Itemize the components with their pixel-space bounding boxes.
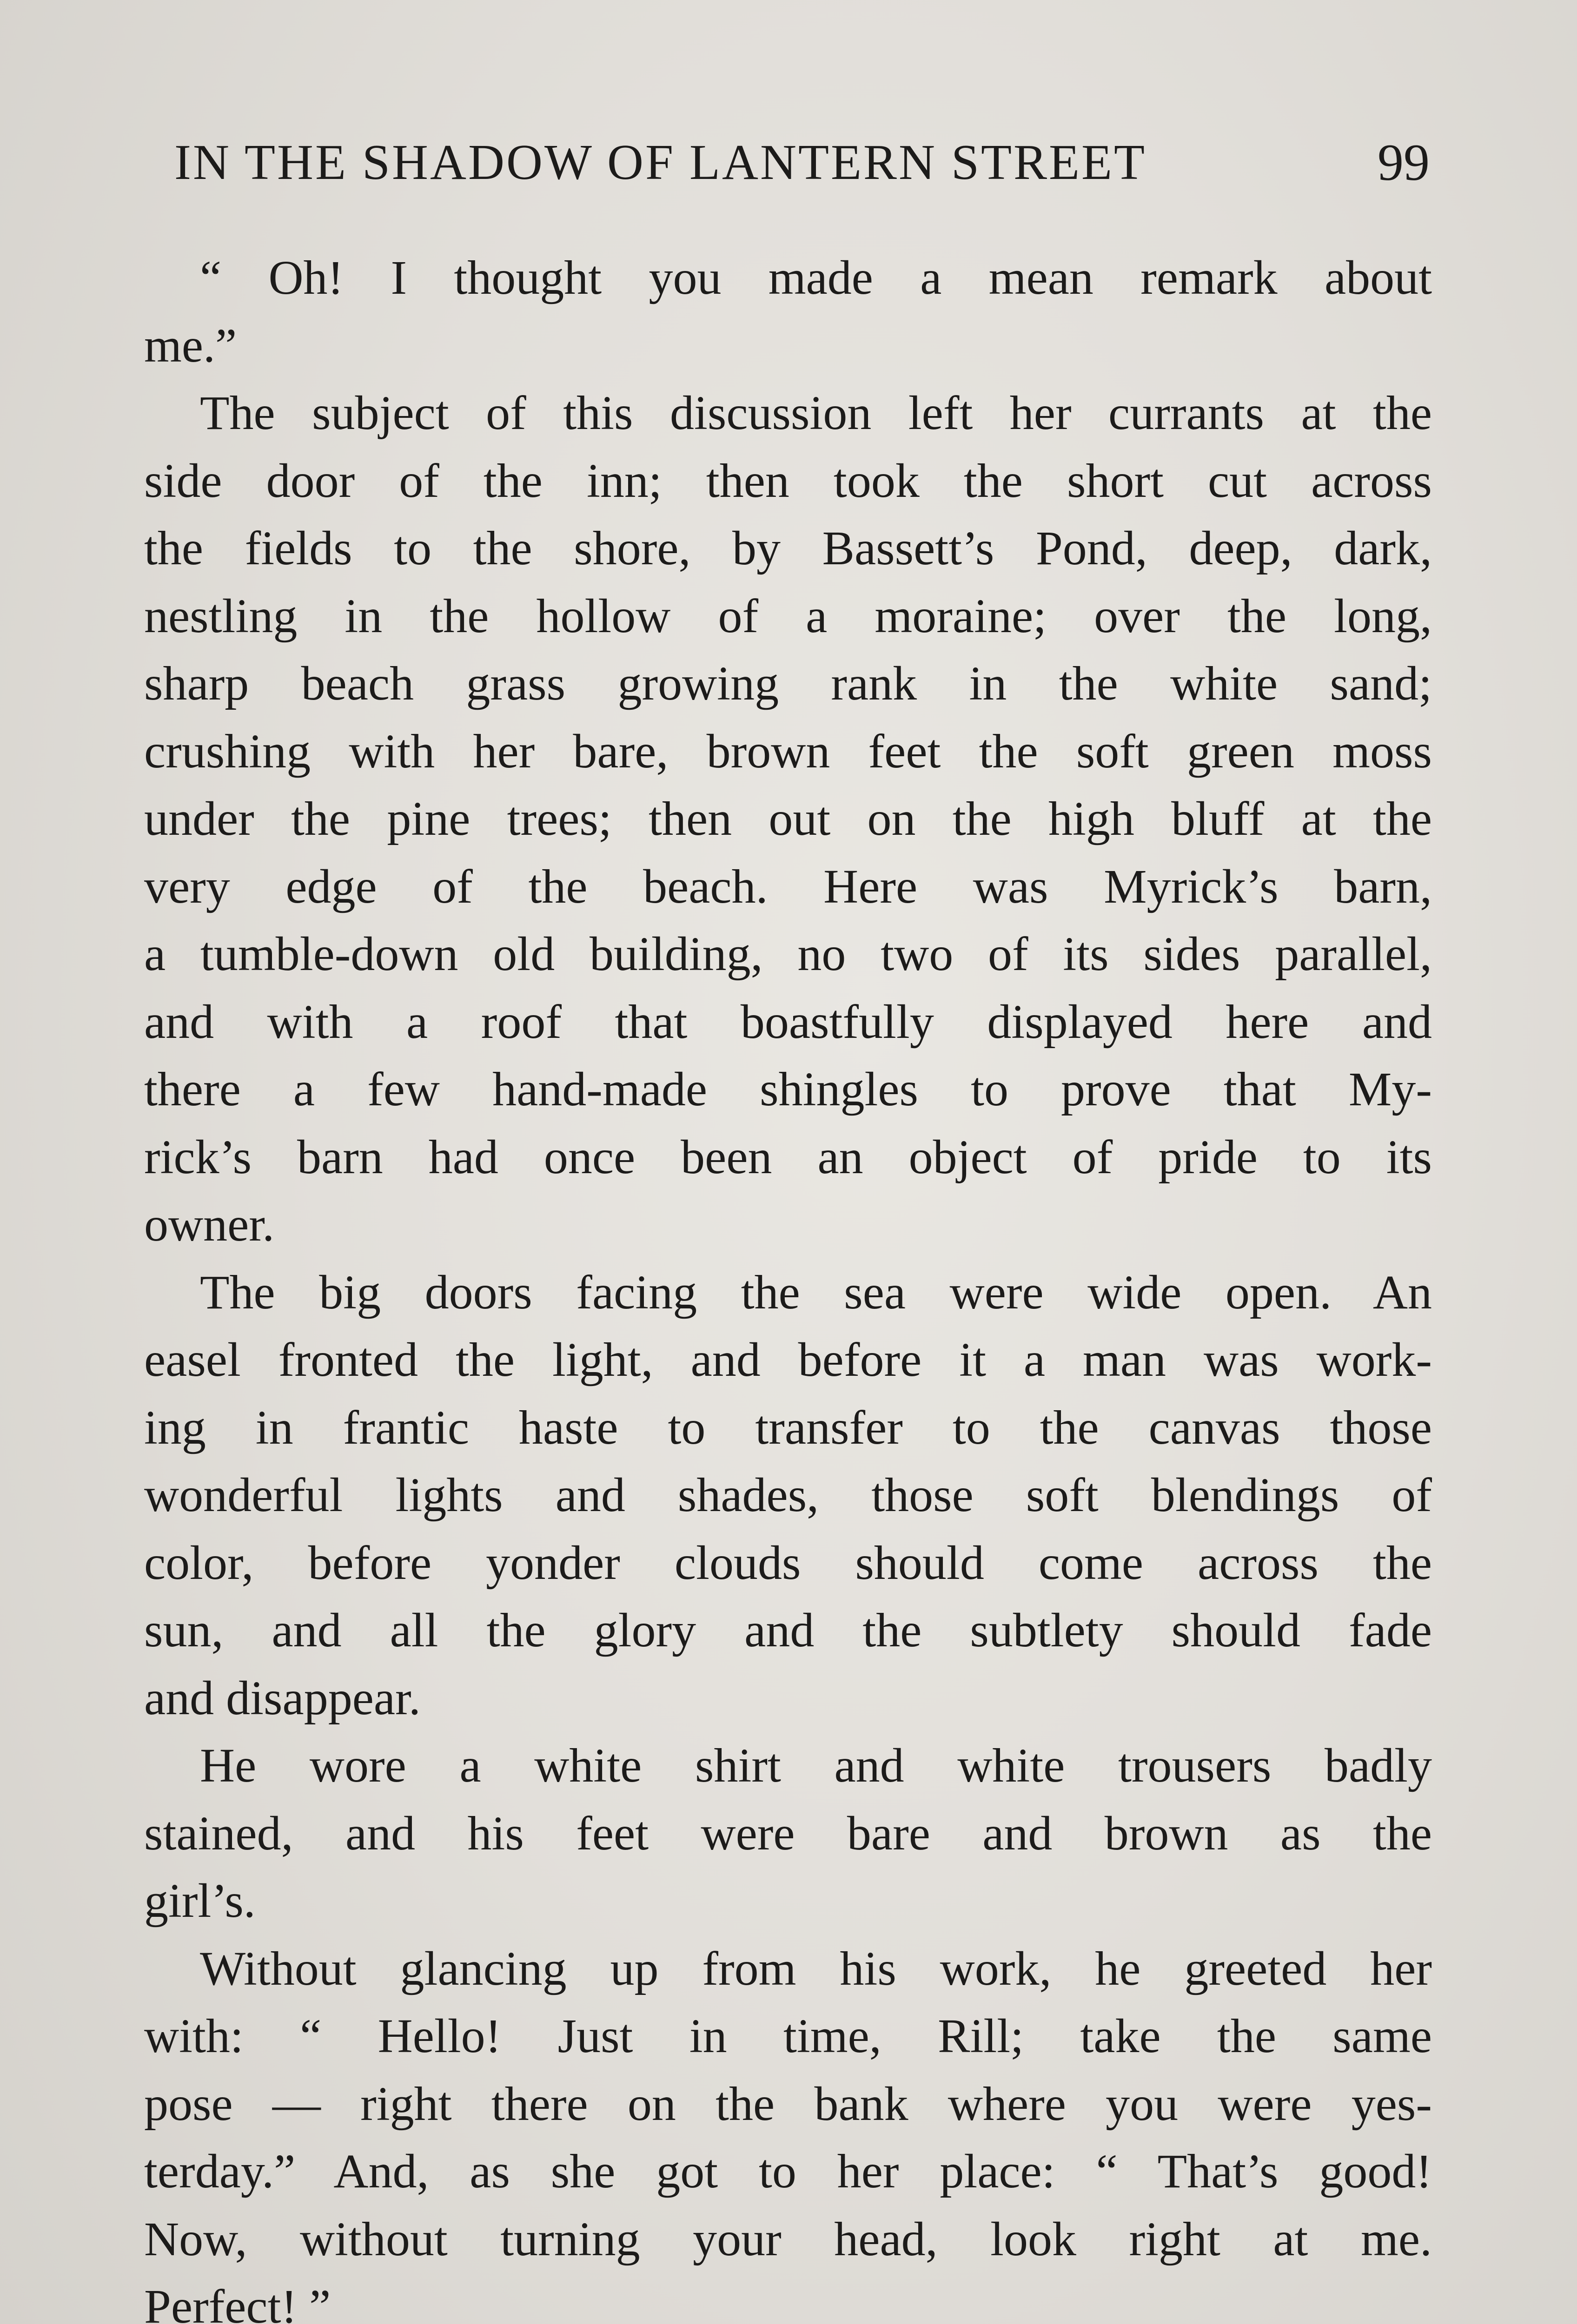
body-text: [144, 244, 1432, 2324]
text-line: He wore a white shirt and white trousers badly: [200, 1739, 1432, 1792]
text-line: pose — right there on the bank where you were yes-: [144, 2077, 1432, 2131]
text-line: a tumble-down old building, no two of its sides parallel,: [144, 927, 1432, 981]
paragraph-5: [144, 1935, 1432, 2324]
text-line: easel fronted the light, and before it a man was work-: [144, 1333, 1432, 1386]
text-line: under the pine trees; then out on the high bluff at the: [144, 792, 1432, 845]
text-line: and with a roof that boastfully displayed here and: [144, 995, 1432, 1049]
text-line: girl’s.: [144, 1874, 256, 1928]
text-line: ing in frantic haste to transfer to the canvas those: [144, 1400, 1432, 1454]
text-line: The big doors facing the sea were wide open. An: [200, 1265, 1432, 1319]
text-line: me.”: [144, 318, 237, 372]
text-line: very edge of the beach. Here was Myrick’s barn,: [144, 859, 1432, 913]
text-line: the fields to the shore, by Bassett’s Pond, deep, dark,: [144, 522, 1432, 575]
paragraph-4: [144, 1732, 1432, 1935]
paragraph-3: [144, 1259, 1432, 1732]
paragraph-2: [144, 379, 1432, 1259]
text-line: The subject of this discussion left her currants at the: [200, 386, 1432, 440]
text-line: and disappear.: [144, 1671, 421, 1725]
text-line: with: “ Hello! Just in time, Rill; take the same: [144, 2009, 1432, 2063]
text-line: “ Oh! I thought you made a mean remark about: [200, 251, 1432, 304]
text-line: there a few hand-made shingles to prove that My-: [144, 1063, 1432, 1116]
text-line: Perfect! ”: [144, 2280, 331, 2324]
page-number: 99: [1378, 133, 1430, 191]
text-line: terday.” And, as she got to her place: “ That’s good!: [144, 2145, 1432, 2198]
text-line: rick’s barn had once been an object of pride to its: [144, 1130, 1432, 1184]
running-head: [174, 125, 1430, 200]
text-line: sun, and all the glory and the subtlety should fade: [144, 1604, 1432, 1657]
text-line: wonderful lights and shades, those soft blendings of: [144, 1468, 1432, 1522]
text-line: color, before yonder clouds should come across the: [144, 1536, 1432, 1590]
text-line: stained, and his feet were bare and brown as the: [144, 1806, 1432, 1860]
text-line: nestling in the hollow of a moraine; over the long,: [144, 589, 1432, 643]
text-line: sharp beach grass growing rank in the white sand;: [144, 657, 1432, 710]
text-line: Now, without turning your head, look right at me.: [144, 2212, 1432, 2266]
text-line: owner.: [144, 1198, 275, 1251]
text-line: crushing with her bare, brown feet the soft green moss: [144, 724, 1432, 778]
running-title: IN THE SHADOW OF LANTERN STREET: [174, 135, 1146, 190]
text-line: Without glancing up from his work, he greeted her: [200, 1941, 1432, 1995]
paragraph-1: [144, 244, 1432, 379]
text-line: side door of the inn; then took the short cut across: [144, 454, 1432, 508]
